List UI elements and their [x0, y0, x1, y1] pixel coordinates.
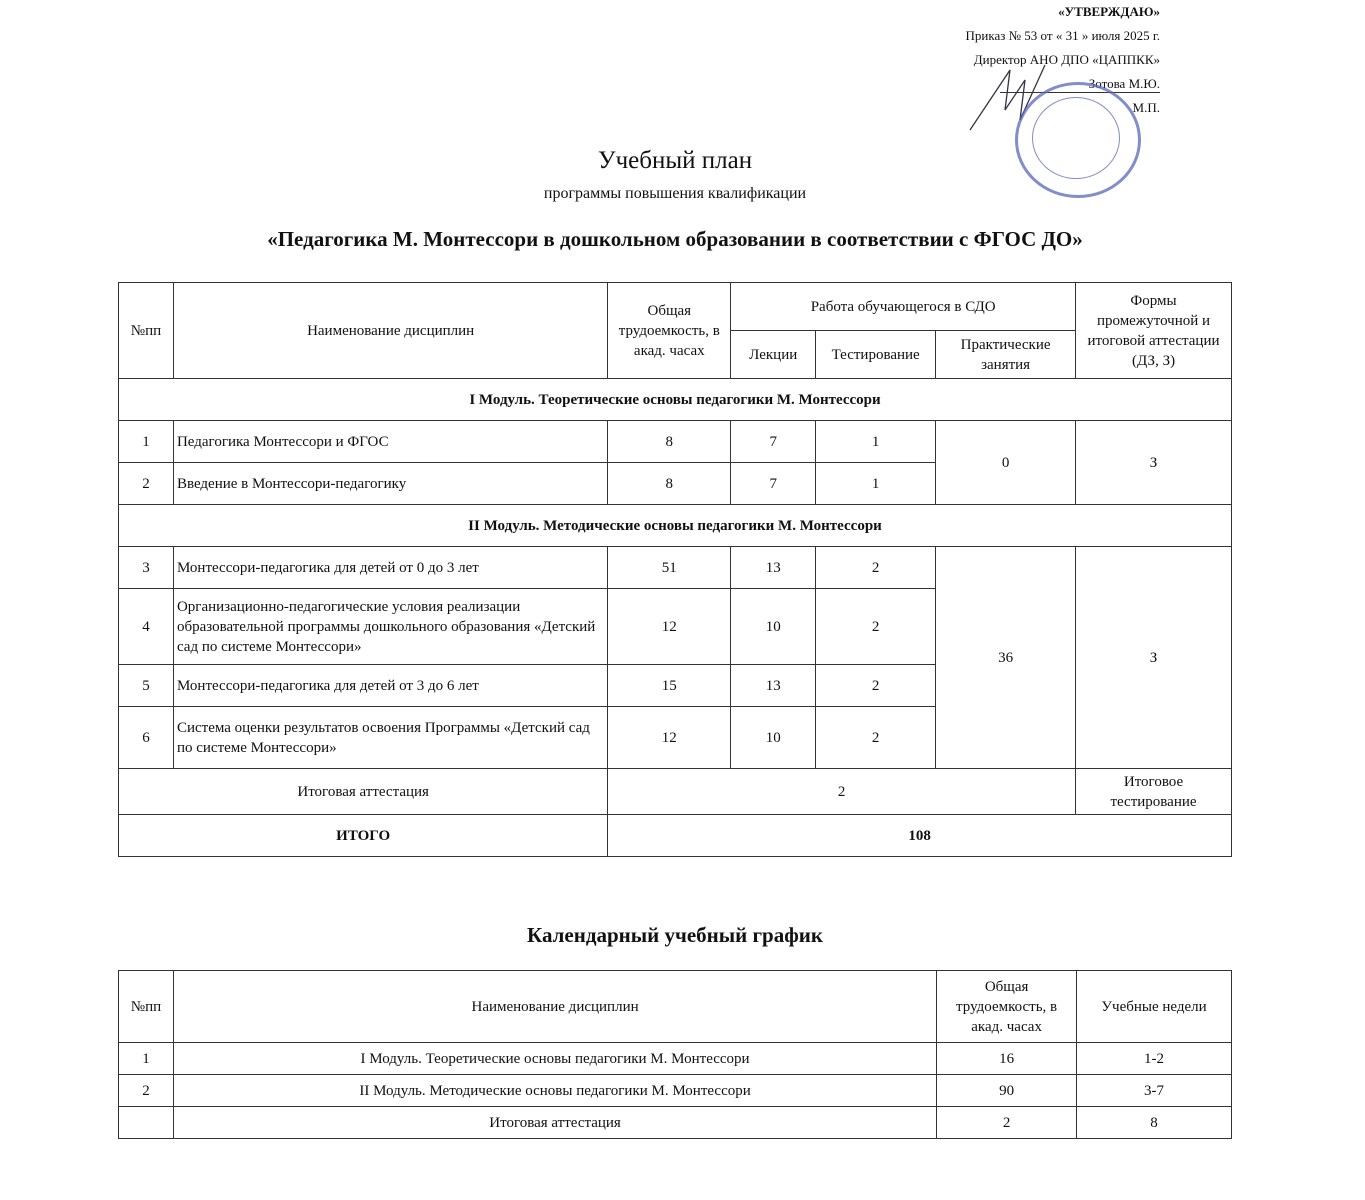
row-testing: 2 — [816, 665, 936, 707]
row-name: Итоговая аттестация — [173, 1107, 936, 1139]
module1-form: З — [1076, 421, 1232, 505]
col-work-group: Работа обучающегося в СДО — [731, 283, 1076, 331]
final-label: Итоговая аттестация — [119, 769, 608, 815]
row-name: Педагогика Монтессори и ФГОС — [173, 421, 607, 463]
approval-position: Директор АНО ДПО «ЦАППКК» — [973, 52, 1160, 67]
schedule-title: Календарный учебный график — [527, 923, 823, 947]
row-testing: 2 — [816, 707, 936, 769]
approval-seal: М.П. — [1132, 100, 1160, 115]
row-num: 6 — [119, 707, 174, 769]
row-name: II Модуль. Методические основы педагогики М. Монтессори — [173, 1075, 936, 1107]
schedule-table — [118, 970, 1232, 1139]
row-num: 5 — [119, 665, 174, 707]
row-total: 16 — [937, 1043, 1077, 1075]
row-lectures: 10 — [731, 589, 816, 665]
final-attestation-row — [119, 769, 1232, 815]
row-testing: 1 — [816, 421, 936, 463]
row-total: 12 — [608, 707, 731, 769]
row-testing: 2 — [816, 589, 936, 665]
col-name: Наименование дисциплин — [173, 971, 936, 1043]
total-hours: 108 — [608, 815, 1232, 857]
col-num: №пп — [119, 283, 174, 379]
approval-order: Приказ № 53 от « 31 » июля 2025 г. — [965, 28, 1160, 43]
row-lectures: 7 — [731, 421, 816, 463]
page-title: Учебный план — [597, 147, 753, 174]
row-total: 90 — [937, 1075, 1077, 1107]
approval-heading: «УТВЕРЖДАЮ» — [1058, 4, 1160, 19]
row-lectures: 10 — [731, 707, 816, 769]
row-name: Монтессори-педагогика для детей от 3 до 6 лет — [173, 665, 607, 707]
row-lectures: 13 — [731, 547, 816, 589]
total-label: ИТОГО — [119, 815, 608, 857]
page-subtitle: программы повышения квалификации — [543, 185, 807, 202]
col-num: №пп — [119, 971, 174, 1043]
module2-practice: 36 — [936, 547, 1076, 769]
table-row — [119, 421, 1232, 463]
row-num: 2 — [119, 1075, 174, 1107]
col-weeks: Учебные недели — [1077, 971, 1232, 1043]
col-testing: Тестирование — [816, 331, 936, 379]
row-lectures: 7 — [731, 463, 816, 505]
module2-title: II Модуль. Методические основы педагогики М. Монтессори — [119, 505, 1232, 547]
row-lectures: 13 — [731, 665, 816, 707]
row-weeks: 8 — [1077, 1107, 1232, 1139]
row-num: 4 — [119, 589, 174, 665]
table-row — [119, 1107, 1232, 1139]
row-name: Монтессори-педагогика для детей от 0 до 3 лет — [173, 547, 607, 589]
row-total: 8 — [608, 463, 731, 505]
row-weeks: 1-2 — [1077, 1043, 1232, 1075]
table-row — [119, 1043, 1232, 1075]
col-forms: Формы промежуточной и итоговой аттестации (ДЗ, З) — [1076, 283, 1232, 379]
total-row — [119, 815, 1232, 857]
final-hours: 2 — [608, 769, 1076, 815]
table-row — [119, 547, 1232, 589]
module2-form: З — [1076, 547, 1232, 769]
row-name: Система оценки результатов освоения Программы «Детский сад по системе Монтессори» — [173, 707, 607, 769]
row-total: 51 — [608, 547, 731, 589]
curriculum-table — [118, 282, 1232, 857]
col-total: Общая трудоемкость, в акад. часах — [937, 971, 1077, 1043]
row-num: 2 — [119, 463, 174, 505]
final-form: Итоговое тестирование — [1076, 769, 1232, 815]
row-total: 2 — [937, 1107, 1077, 1139]
program-title: «Педагогика М. Монтессори в дошкольном образовании в соответствии с ФГОС ДО» — [267, 227, 1083, 251]
approval-name: Зотова М.Ю. — [1088, 76, 1160, 91]
col-practice: Практические занятия — [936, 331, 1076, 379]
col-lectures: Лекции — [731, 331, 816, 379]
row-testing: 1 — [816, 463, 936, 505]
module1-practice: 0 — [936, 421, 1076, 505]
row-total: 12 — [608, 589, 731, 665]
row-num: 1 — [119, 421, 174, 463]
row-weeks: 3-7 — [1077, 1075, 1232, 1107]
col-total: Общая трудоемкость, в акад. часах — [608, 283, 731, 379]
row-total: 15 — [608, 665, 731, 707]
table-row — [119, 1075, 1232, 1107]
row-total: 8 — [608, 421, 731, 463]
row-name: Организационно-педагогические условия реализации образовательной программы дошкольного образования «Детский сад по системе Монтессори» — [173, 589, 607, 665]
row-name: Введение в Монтессори-педагогику — [173, 463, 607, 505]
seal-stamp-icon — [1015, 82, 1141, 198]
module1-title: I Модуль. Теоретические основы педагогики М. Монтессори — [119, 379, 1232, 421]
row-num: 1 — [119, 1043, 174, 1075]
col-name: Наименование дисциплин — [173, 283, 607, 379]
row-num: 3 — [119, 547, 174, 589]
row-num — [119, 1107, 174, 1139]
row-name: I Модуль. Теоретические основы педагогики М. Монтессори — [173, 1043, 936, 1075]
row-testing: 2 — [816, 547, 936, 589]
